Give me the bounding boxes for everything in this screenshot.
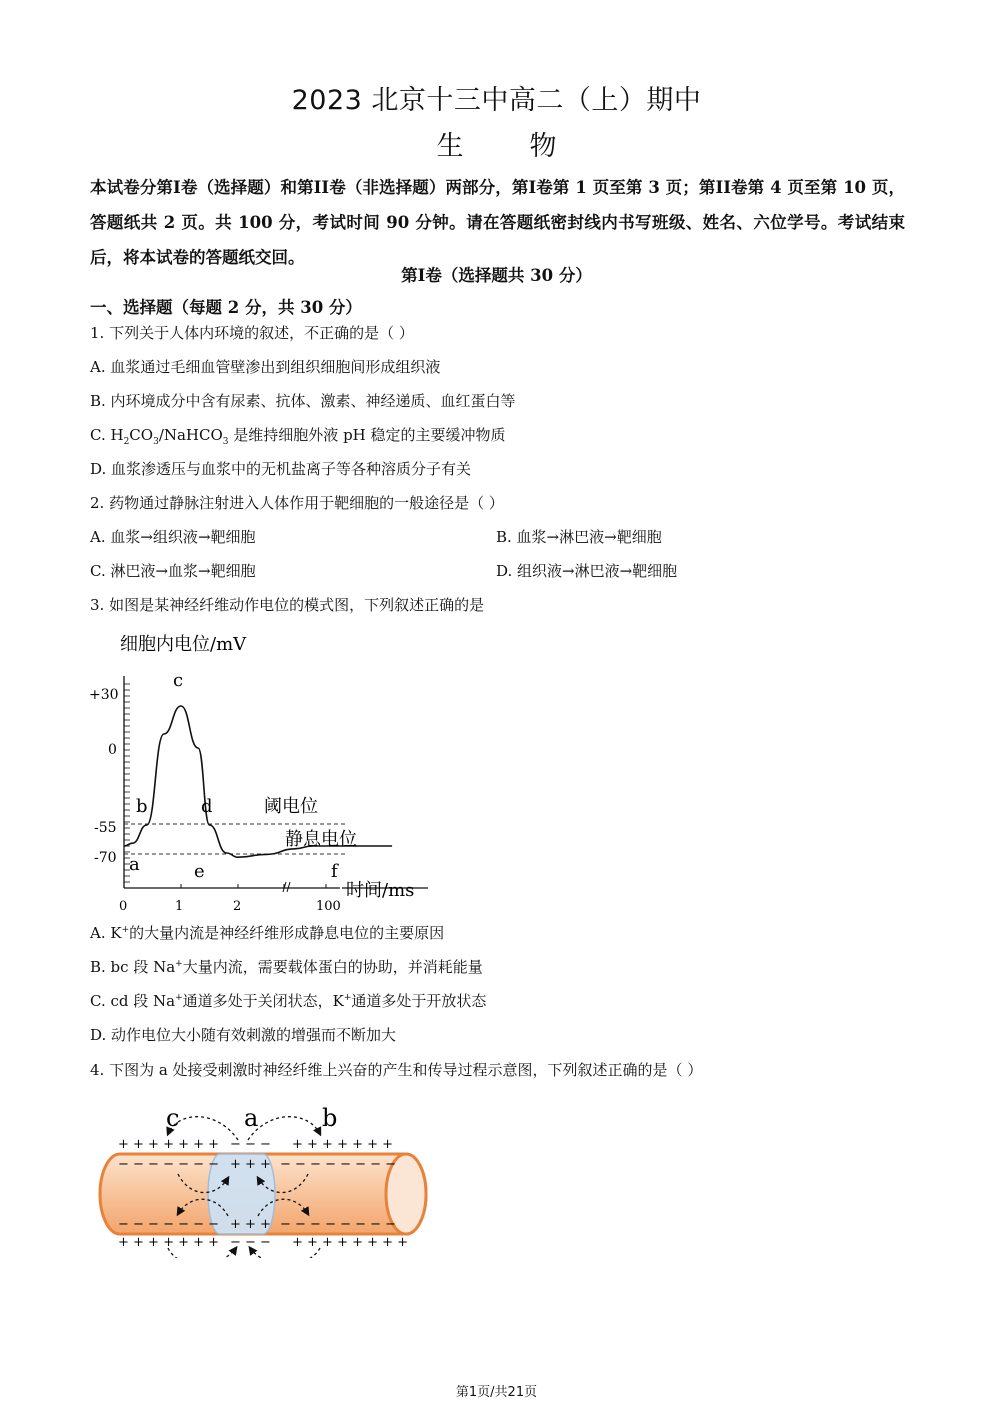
q2-option-b: B. 血浆→淋巴液→靶细胞 bbox=[496, 528, 662, 546]
site-label-b: b bbox=[322, 1104, 338, 1132]
point-label-e: e bbox=[194, 861, 205, 882]
q3-c-sup: + bbox=[175, 993, 183, 1003]
resting-label: 静息电位 bbox=[285, 829, 357, 850]
exam-title: 2023 北京十三中高二（上）期中 bbox=[291, 85, 702, 116]
charges-bottom-inside-right: − − − − − − − − bbox=[280, 1217, 397, 1232]
q1-c-mid1: CO bbox=[129, 426, 154, 444]
q3-b-post: 大量内流，需要载体蛋白的协助，并消耗能量 bbox=[182, 958, 483, 976]
q3-c-mid: 通道多处于关闭状态，K bbox=[182, 992, 344, 1010]
q3-c-pre: C. cd 段 Na bbox=[90, 992, 176, 1010]
y-tick-label-55: -55 bbox=[94, 820, 117, 836]
x-tick-label-2: 2 bbox=[233, 899, 242, 914]
q2-option-d: D. 组织液→淋巴液→靶细胞 bbox=[496, 562, 678, 580]
charges-bottom-outside-left: + + + + + + + bbox=[118, 1235, 220, 1250]
q1-c-sub3: 3 bbox=[222, 437, 229, 447]
chart-y-label: 细胞内电位/mV bbox=[120, 634, 247, 655]
point-label-c: c bbox=[173, 670, 184, 691]
q1-option-a: A. 血浆通过毛细血管壁渗出到组织细胞间形成组织液 bbox=[90, 358, 441, 376]
charges-top-outside-left: + + + + + + + bbox=[118, 1137, 220, 1152]
page-footer: 第1页/共21页 bbox=[455, 1385, 538, 1400]
axis-break-2 bbox=[287, 882, 290, 892]
charges-bottom-inside-left: − − − − − − − bbox=[118, 1217, 220, 1232]
q2-option-c: C. 淋巴液→血浆→靶细胞 bbox=[90, 562, 256, 580]
point-label-a: a bbox=[129, 854, 140, 875]
charges-bottom-outside-mid: − − − bbox=[230, 1235, 271, 1250]
q1-c-sub2: 3 bbox=[153, 437, 159, 447]
point-label-f: f bbox=[331, 861, 338, 882]
charges-top-outside-mid: − − − bbox=[230, 1137, 271, 1152]
q3-a-post: 的大量内流是神经纤维形成静息电位的主要原因 bbox=[129, 924, 445, 942]
charges-top-outside-right: + + + + + + + bbox=[292, 1137, 394, 1152]
q1-option-d: D. 血浆渗透压与血浆中的无机盐离子等各种溶质分子有关 bbox=[90, 460, 472, 478]
subject-title: 生物 bbox=[436, 131, 623, 162]
y-tick-label-30: +30 bbox=[89, 687, 119, 703]
charges-bottom-outside-right: + + + + + + + + bbox=[292, 1235, 409, 1250]
q3-a-pre: A. K bbox=[90, 924, 122, 942]
chart-x-label: 时间/ms bbox=[346, 880, 415, 901]
charges-top-inside-left: − − − − − − − bbox=[118, 1157, 220, 1172]
q3-option-c bbox=[90, 990, 486, 1011]
q1-stem: 1. 下列关于人体内环境的叙述，不正确的是（ ） bbox=[90, 324, 414, 342]
threshold-label: 阈电位 bbox=[264, 796, 318, 817]
q1-option-c bbox=[90, 424, 506, 447]
q2-stem: 2. 药物通过静脉注射进入人体作用于靶细胞的一般途径是（ ） bbox=[90, 494, 504, 512]
site-label-a: a bbox=[244, 1104, 259, 1132]
q1-option-b: B. 内环境成分中含有尿素、抗体、激素、神经递质、血红蛋白等 bbox=[90, 392, 516, 410]
x-tick-label-1: 1 bbox=[175, 899, 184, 914]
point-label-b: b bbox=[136, 796, 148, 817]
q3-b-sup: + bbox=[175, 959, 183, 969]
q3-a-sup: + bbox=[121, 925, 130, 935]
q3-option-d: D. 动作电位大小随有效刺激的增强而不断加大 bbox=[90, 1026, 397, 1044]
nerve-fiber-diagram bbox=[98, 1098, 438, 1258]
q1-c-rest: 是维持细胞外液 pH 稳定的主要缓冲物质 bbox=[228, 426, 506, 444]
charges-top-inside-right: − − − − − − − − bbox=[280, 1157, 397, 1172]
site-label-c: c bbox=[166, 1104, 180, 1132]
charges-bottom-inside-mid: + + + bbox=[230, 1217, 271, 1232]
q2-option-a: A. 血浆→组织液→靶细胞 bbox=[90, 528, 256, 546]
q1-c-mid2: /NaHCO bbox=[158, 426, 223, 444]
q3-stem: 3. 如图是某神经纤维动作电位的模式图，下列叙述正确的是 bbox=[90, 596, 485, 614]
action-potential-chart bbox=[88, 626, 448, 918]
q3-c-sup2: + bbox=[343, 993, 352, 1003]
x-tick-label-100: 100 bbox=[316, 899, 341, 914]
x-tick-label-0: 0 bbox=[119, 899, 128, 914]
part-title: 一、选择题（每题 2 分，共 30 分） bbox=[90, 298, 362, 317]
q1-c-prefix: C. H bbox=[90, 426, 124, 444]
point-label-d: d bbox=[201, 796, 213, 817]
charges-top-inside-mid: + + + bbox=[230, 1157, 271, 1172]
q3-b-pre: B. bc 段 Na bbox=[90, 958, 176, 976]
exam-instructions: 本试卷分第Ⅰ卷（选择题）和第II卷（非选择题）两部分，第Ⅰ卷第 1 页至第 3 页；第II卷第 4 页至第 10 页，答题纸共 2 页。共 100 分，考试时间 90 分钟。请在答题纸密封线内书写班级、姓名、六位学号。考试结束后，将本试卷的答题纸交回。 bbox=[90, 178, 905, 267]
y-tick-label-70: -70 bbox=[94, 850, 117, 866]
y-tick-label-0: 0 bbox=[108, 742, 117, 758]
q3-c-post: 通道多处于开放状态 bbox=[351, 992, 487, 1010]
q4-stem: 4. 下图为 a 处接受刺激时神经纤维上兴奋的产生和传导过程示意图，下列叙述正确的是（ ） bbox=[90, 1061, 703, 1079]
q1-c-sub1: 2 bbox=[123, 437, 130, 447]
q3-option-b bbox=[90, 956, 483, 977]
q3-option-a bbox=[90, 922, 444, 943]
section-title: 第Ⅰ卷（选择题共 30 分） bbox=[401, 266, 592, 285]
